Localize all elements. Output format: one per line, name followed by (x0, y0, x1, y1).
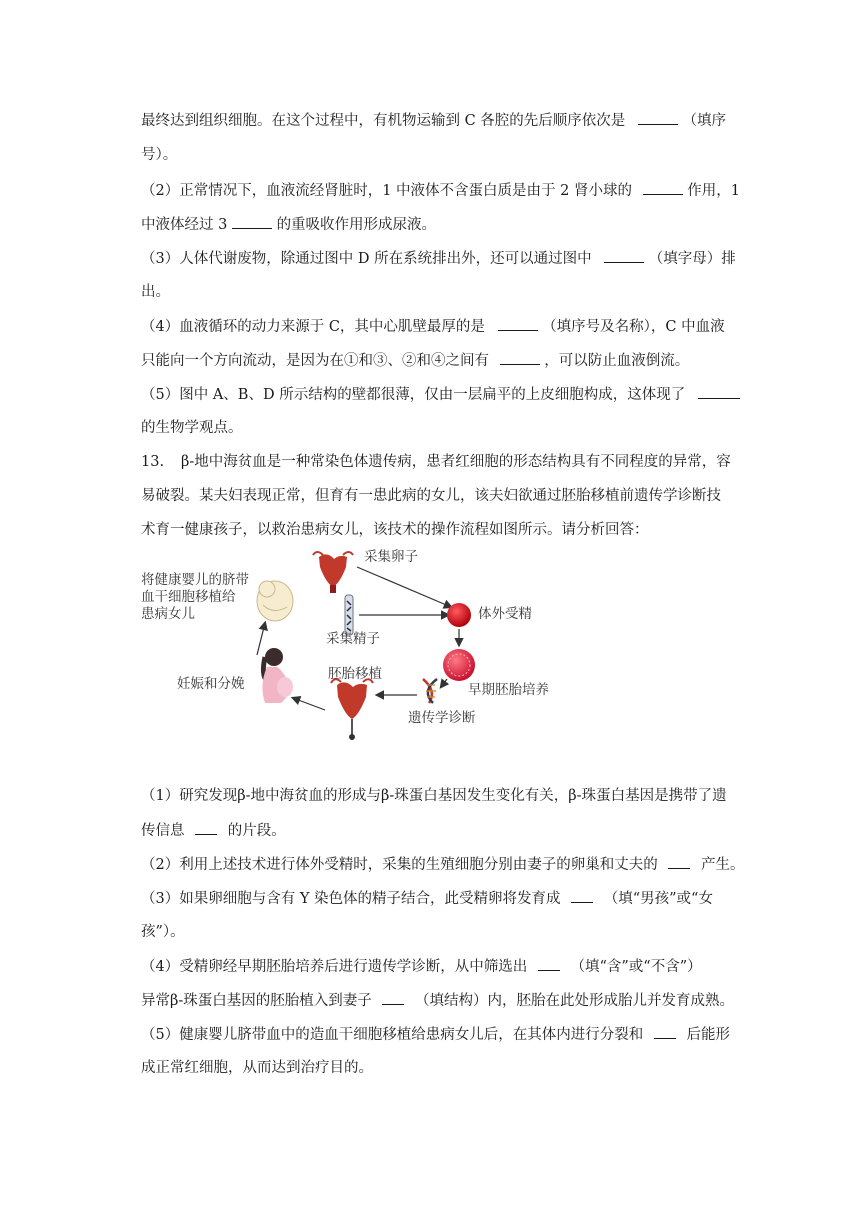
q13-sub3-line1 (141, 888, 761, 909)
label-collect-egg: 采集卵子 (364, 549, 418, 565)
q12-part4-text: （4）血液循环的动力来源于 C，其中心肌壁最厚的是 (141, 319, 485, 335)
q12-part4-tail: （填序号及名称），C 中血液 (542, 319, 725, 335)
q12-part2-text: （2）正常情况下，血液流经肾脏时，1 中液体不含蛋白质是由于 2 肾小球的 (141, 183, 633, 199)
q13-stem-line1 (141, 452, 761, 472)
fertilized-egg-icon (447, 603, 471, 627)
q12-part5-text: （5）图中 A、B、D 所示结构的壁都很薄，仅由一层扁平的上皮细胞构成，这体现了 (141, 387, 686, 403)
arrow-transfer-to-pregnancy (293, 698, 325, 710)
answer-blank[interactable] (538, 956, 560, 971)
q12-part5-line2: 的生物学观点。 (141, 420, 243, 436)
label-transplant-line3: 患病女儿 (141, 606, 195, 622)
q12-part2-text2: 中液体经过 3 (141, 217, 228, 233)
q13-sub1-line1: （1）研究发现β-地中海贫血的形成与β-珠蛋白基因发生变化有关，β-珠蛋白基因是携带了遗 (141, 788, 727, 804)
q13-sub2-text: （2）利用上述技术进行体外受精时，采集的生殖细胞分别由妻子的卵巢和丈夫的 (141, 857, 658, 873)
q13-sub4-line2 (141, 990, 761, 1011)
label-ivf: 体外受精 (478, 606, 532, 622)
q12-part2-line1 (141, 180, 761, 201)
answer-blank[interactable] (698, 384, 740, 399)
q12-part2-line2 (141, 214, 761, 235)
q12-part4-text2: 只能向一个方向流动，是因为在①和③、②和④之间有 (141, 353, 489, 369)
arrow-pregnancy-to-baby (257, 623, 265, 655)
q12-part4-line1 (141, 316, 761, 337)
label-pregnancy: 妊娠和分娩 (177, 676, 245, 692)
q13-sub5-line1 (141, 1024, 761, 1045)
q13-stem-text: β-地中海贫血是一种常染色体遗传病，患者红细胞的形态结构具有不同程度的异常，容 (181, 454, 731, 470)
q13-sub3-line2: 孩”）。 (141, 924, 185, 940)
q13-sub1-line2 (141, 820, 761, 841)
workflow-figure (141, 545, 581, 745)
q13-sub5-text: （5）健康婴儿脐带血中的造血干细胞移植给患病女儿后，在其体内进行分裂和 (141, 1027, 644, 1043)
q13-sub3-text: （3）如果卵细胞与含有 Y 染色体的精子结合，此受精卵将发育成 (141, 891, 561, 907)
q13-sub2-line1 (141, 854, 761, 875)
q13-stem-line2: 易破裂。某夫妇表现正常，但育有一患此病的女儿，该夫妇欲通过胚胎移植前遗传学诊断技 (141, 488, 721, 504)
q13-stem-line3: 术育一健康孩子，以救治患病女儿，该技术的操作流程如图所示。请分析回答： (141, 522, 649, 538)
q13-sub3-tail: （填“男孩”或“女 (603, 891, 713, 907)
label-embryo-transfer: 胚胎移植 (328, 666, 382, 682)
q12-part2-tail2: 的重吸收作用形成尿液。 (276, 217, 437, 233)
q12-part2-tail: 作用，1 (687, 183, 740, 199)
label-transplant-line1: 将健康婴儿的脐带 (141, 572, 249, 588)
answer-blank[interactable] (638, 110, 678, 125)
label-genetic-diagnosis: 遗传学诊断 (408, 710, 476, 726)
baby-icon (257, 581, 293, 621)
answer-blank[interactable] (571, 888, 593, 903)
label-collect-sperm: 采集精子 (326, 631, 380, 647)
question-number: 13. (141, 454, 165, 470)
label-early-embryo: 早期胚胎培养 (468, 682, 549, 698)
q12-intro-line2: 号）。 (141, 147, 178, 163)
q12-part3-tail: （填字母）排 (648, 251, 736, 267)
q12-part4-line2 (141, 350, 761, 371)
answer-blank[interactable] (195, 820, 217, 835)
q12-part5-line1 (141, 384, 761, 405)
sperm-sample-icon (345, 595, 353, 635)
q13-sub4-tail2: （填结构）内，胚胎在此处形成胎儿并发育成熟。 (415, 993, 734, 1009)
q13-sub4-text: （4）受精卵经早期胚胎培养后进行遗传学诊断，从中筛选出 (141, 959, 528, 975)
uterus-icon (313, 552, 353, 593)
answer-blank[interactable] (500, 350, 540, 365)
early-embryo-icon (443, 649, 475, 681)
q13-sub5-tail: 后能形 (686, 1027, 730, 1043)
q13-sub2-tail: 产生。 (700, 857, 745, 873)
uterus-transfer-icon (331, 679, 373, 740)
q12-part3-line2: 出。 (141, 284, 170, 300)
q13-sub4-text2: 异常β-珠蛋白基因的胚胎植入到妻子 (141, 993, 372, 1009)
q12-part3-text: （3）人体代谢废物，除通过图中 D 所在系统排出外，还可以通过图中 (141, 251, 592, 267)
q12-intro-line1 (141, 110, 761, 131)
answer-blank[interactable] (232, 214, 272, 229)
q12-intro-tail: （填序 (682, 113, 727, 129)
q13-sub4-tail: （填“含”或“不含”） (570, 959, 702, 975)
arrow-embryo-to-dx (441, 679, 447, 687)
answer-blank[interactable] (498, 316, 538, 331)
answer-blank[interactable] (604, 248, 644, 263)
q13-sub1-tail: 的片段。 (227, 823, 286, 839)
q13-sub4-line1 (141, 956, 761, 977)
arrow-egg-to-ivf (357, 567, 451, 607)
q12-part3-line1 (141, 248, 761, 269)
answer-blank[interactable] (382, 990, 404, 1005)
q12-intro-text: 最终达到组织细胞。在这个过程中，有机物运输到 C 各腔的先后顺序依次是 (141, 113, 626, 129)
q12-part4-tail2: ，可以防止血液倒流。 (544, 353, 690, 369)
answer-blank[interactable] (668, 854, 690, 869)
answer-blank[interactable] (643, 180, 683, 195)
pregnant-woman-icon (262, 648, 293, 703)
q13-sub5-line2: 成正常红细胞，从而达到治疗目的。 (141, 1060, 373, 1076)
label-transplant-line2: 血干细胞移植给 (141, 589, 236, 605)
dna-icon (423, 679, 437, 703)
q13-sub1-text: 传信息 (141, 823, 185, 839)
answer-blank[interactable] (654, 1024, 676, 1039)
